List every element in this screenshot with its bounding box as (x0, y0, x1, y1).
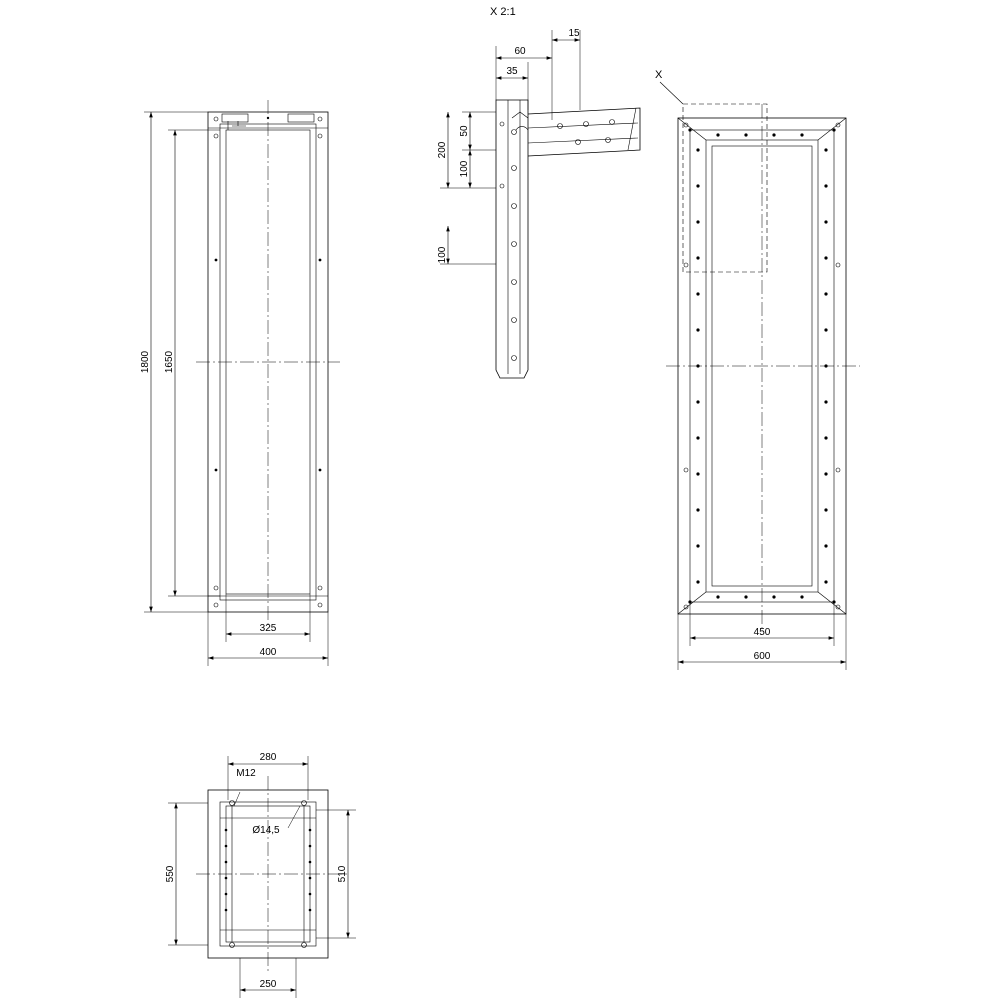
dim-60: 60 (514, 46, 526, 57)
dim-15: 15 (568, 28, 580, 39)
dim-550: 550 (165, 865, 176, 883)
detail-x-view (437, 6, 640, 378)
dim-1800: 1800 (140, 350, 151, 374)
dim-50: 50 (459, 125, 470, 137)
dim-100-upper: 100 (459, 160, 470, 178)
callout-x-label: X (655, 69, 663, 81)
top-view (165, 752, 356, 998)
dim-1650: 1650 (164, 350, 175, 374)
dim-200: 200 (437, 141, 448, 159)
dim-100-lower: 100 (437, 246, 448, 264)
dim-250: 250 (259, 979, 277, 990)
dim-450: 450 (753, 627, 771, 638)
annotation-m12: M12 (236, 768, 256, 779)
side-view (655, 69, 860, 670)
dim-400: 400 (259, 647, 277, 658)
dim-35: 35 (506, 66, 518, 77)
dim-325: 325 (259, 623, 277, 634)
annotation-diameter: Ø14,5 (252, 825, 280, 836)
dim-510: 510 (337, 865, 348, 883)
dim-280: 280 (259, 752, 277, 763)
detail-x-label: X 2:1 (490, 6, 516, 18)
front-view (140, 100, 340, 666)
dim-600: 600 (753, 651, 771, 662)
